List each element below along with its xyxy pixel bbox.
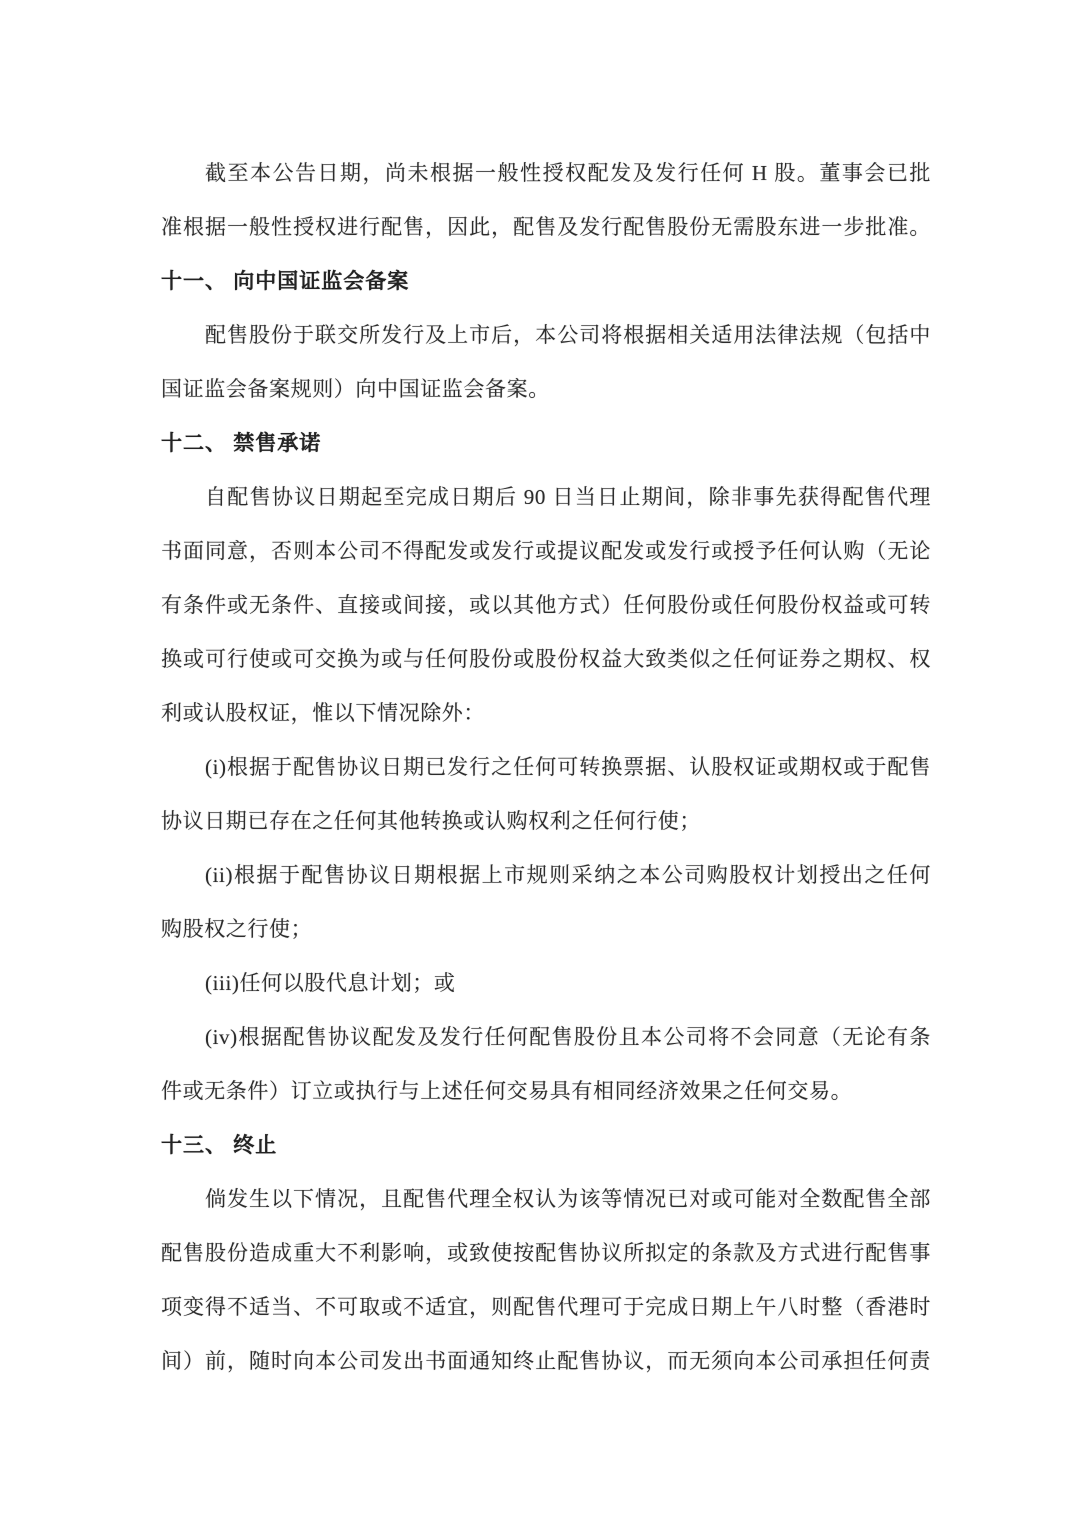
section-12-paragraph-line: 书面同意，否则本公司不得配发或发行或提议配发或发行或授予任何认购（无论 — [161, 539, 931, 563]
list-item-ii-line: (ii)根据于配售协议日期根据上市规则采纳之本公司购股权计划授出之任何 — [205, 863, 931, 887]
section-11-line: 国证监会备案规则）向中国证监会备案。 — [161, 377, 550, 401]
section-heading-13: 十三、 终止 — [161, 1133, 278, 1157]
list-item-iv-line: (iv)根据配售协议配发及发行任何配售股份且本公司将不会同意（无论有条 — [205, 1025, 931, 1049]
document-body — [161, 146, 931, 1388]
intro-paragraph-line: 准根据一般性授权进行配售，因此，配售及发行配售股份无需股东进一步批准。 — [161, 215, 931, 239]
section-heading-11: 十一、 向中国证监会备案 — [161, 269, 410, 293]
intro-paragraph-line: 截至本公告日期，尚未根据一般性授权配发及发行任何 H 股。董事会已批 — [205, 161, 931, 185]
section-13-paragraph-line: 间）前，随时向本公司发出书面通知终止配售协议，而无须向本公司承担任何责 — [161, 1349, 931, 1373]
list-item-ii-line: 购股权之行使； — [161, 917, 313, 941]
section-12-paragraph-line: 有条件或无条件、直接或间接，或以其他方式）任何股份或任何股份权益或可转 — [161, 593, 931, 617]
section-12-paragraph-line: 利或认股权证，惟以下情况除外： — [161, 701, 485, 725]
section-11-line: 配售股份于联交所发行及上市后，本公司将根据相关适用法律法规（包括中 — [205, 323, 931, 347]
section-12-paragraph-line: 换或可行使或可交换为或与任何股份或股份权益大致类似之任何证券之期权、权 — [161, 647, 931, 671]
list-item-i-line: (i)根据于配售协议日期已发行之任何可转换票据、认股权证或期权或于配售 — [205, 755, 931, 779]
list-item-iii-line: (iii)任何以股代息计划；或 — [205, 971, 456, 995]
section-heading-12: 十二、 禁售承诺 — [161, 431, 322, 455]
list-item-iv-line: 件或无条件）订立或执行与上述任何交易具有相同经济效果之任何交易。 — [161, 1079, 853, 1103]
section-13-paragraph-line: 配售股份造成重大不利影响，或致使按配售协议所拟定的条款及方式进行配售事 — [161, 1241, 931, 1265]
section-12-paragraph-line: 自配售协议日期起至完成日期后 90 日当日止期间，除非事先获得配售代理 — [205, 485, 931, 509]
section-13-paragraph-line: 倘发生以下情况，且配售代理全权认为该等情况已对或可能对全数配售全部 — [205, 1187, 931, 1211]
list-item-i-line: 协议日期已存在之任何其他转换或认购权利之任何行使； — [161, 809, 701, 833]
section-13-paragraph-line: 项变得不适当、不可取或不适宜，则配售代理可于完成日期上午八时整（香港时 — [161, 1295, 931, 1319]
